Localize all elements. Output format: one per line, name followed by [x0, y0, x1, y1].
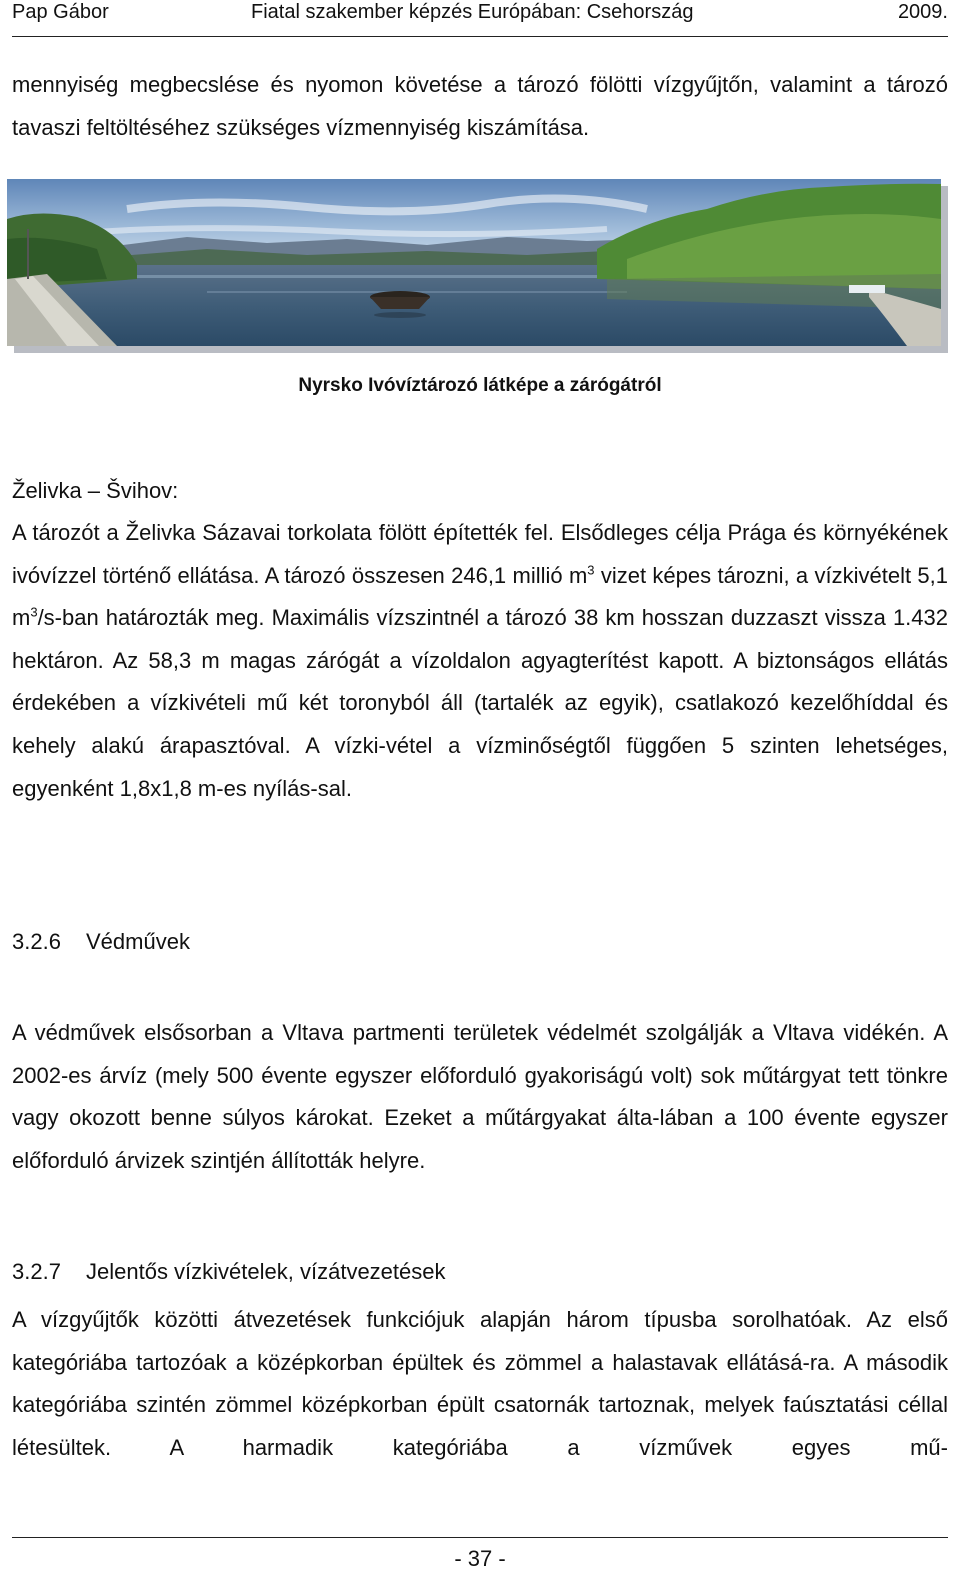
zelivka-paragraph: [12, 512, 948, 810]
header-author: Pap Gábor: [12, 1, 109, 23]
section-number: 3.2.6: [12, 929, 61, 954]
section-number: 3.2.7: [12, 1259, 61, 1284]
cubic-superscript: 3: [587, 562, 595, 578]
section-title: Jelentős vízkivételek, vízátvezetések: [86, 1259, 446, 1284]
footer-rule: [12, 1537, 948, 1538]
zelivka-text-1: A tározót a Želivka Sázavai torkolata fölött építették fel. Elsődleges célja Prága és környékének ivóvízzel történő ellátása. A tározó összesen 246,1 millió m: [12, 520, 948, 588]
section-title: Védművek: [86, 929, 190, 954]
section-3-2-7-paragraph: A vízgyűjtők közötti átvezetések funkciójuk alapján három típusba sorolhatóak. Az első kategóriába tartozóak a középkorban épültek és zömmel a halastavak ellátásá-ra. A második kategóriába szintén zömmel középkorban épült csatornák tartoznak, melyek faúsztatási céllal létesültek. A harmadik kategóriába a vízművek egyes mű-: [12, 1307, 948, 1460]
intro-paragraph: mennyiség megbecslése és nyomon követése a tározó fölötti vízgyűjtőn, valamint a tározó tavaszi feltöltéséhez szükséges vízmennyiség kiszámítása.: [12, 72, 948, 140]
cubic-superscript: 3: [30, 604, 38, 620]
figure-caption: Nyrsko Ivóvíztározó látképe a zárógátról: [298, 375, 662, 396]
zelivka-text-2: vizet képes tározni, a vízkivételt 5,1 m: [12, 562, 948, 631]
page-header: [12, 0, 948, 37]
page-number: - 37 -: [454, 1546, 506, 1571]
section-heading-3-2-6: [12, 927, 190, 957]
zelivka-heading: Želivka – Švihov:: [12, 478, 179, 503]
zelivka-text-3: /s-ban határozták meg. Maximális vízszintnél a tározó 38 km hosszan duzzaszt vissza 1.432 hektáron. Az 58,3 m magas zárógát a vízoldalon agyagterítést kapott. A biztonságos ellátás érdekében a vízkivételi mű két toronyból áll (tartalék az egyik), csatlakozó kezelőhíddal és kehely alakú árapasztóval. A vízki-vétel a vízminőségtől függően 5 szinten lehetséges, egyenként 1,8x1,8 m-es nyílás-sal.: [12, 605, 948, 801]
section-3-2-6-paragraph: A védművek elsősorban a Vltava partmenti területek védelmét szolgálják a Vltava vidékén. A 2002-es árvíz (mely 500 évente egyszer előforduló gyakoriságú volt) sok műtárgyat tett tönkre vagy okozott benne súlyos károkat. Ezeket a műtárgyakat álta-lában a 100 évente egyszer előforduló árvizek szintjén állították helyre.: [12, 1020, 948, 1173]
header-title: Fiatal szakember képzés Európában: Csehország: [251, 1, 694, 23]
header-year: 2009.: [897, 1, 948, 23]
section-heading-3-2-7: [12, 1257, 446, 1287]
reservoir-photo: [7, 179, 941, 346]
reservoir-photo-image: [7, 179, 941, 346]
